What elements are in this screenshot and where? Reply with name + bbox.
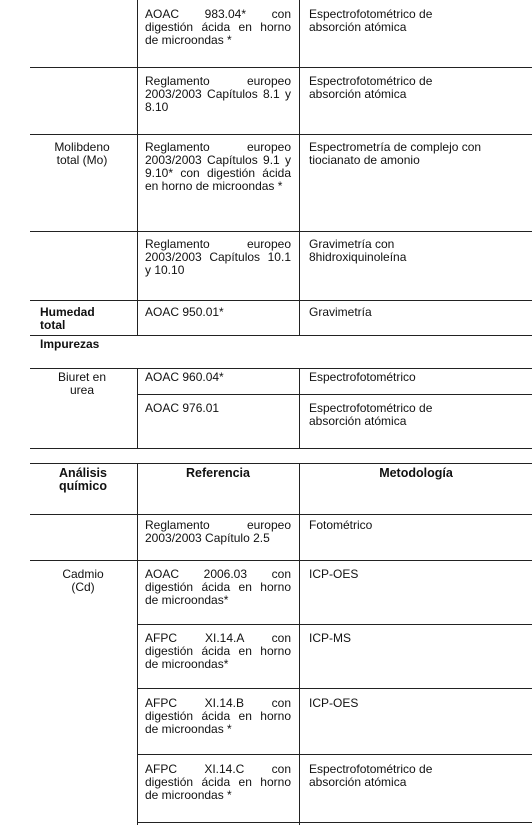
table-hline [30,335,532,336]
reference-cell: AFPC XI.14.A con digestión ácida en horno de microondas* [145,631,291,671]
method-cell: Gravimetría [309,305,372,319]
table-hline [137,754,532,755]
method-cell: Fotométrico [309,518,373,532]
table-hline [137,688,532,689]
analysis-cell: Cadmio (Cd) [62,567,104,594]
table-vline [137,368,138,448]
table-vline [299,0,300,335]
method-cell: ICP-OES [309,567,359,581]
table-hline [30,134,532,135]
reference-cell: Reglamento europeo 2003/2003 Capítulos 10.1 y 10.10 [145,237,291,277]
reference-cell: AOAC 2006.03 con digestión ácida en horno de microondas* [145,567,291,607]
method-cell: Espectrofotométrico de absorción atómica [309,401,433,428]
analysis-cell: Molibdeno total (Mo) [54,140,110,167]
table-vline [137,463,138,825]
reference-cell: AFPC XI.14.B con digestión ácida en horno de microondas * [145,696,291,736]
table-hline [30,514,532,515]
reference-cell: AOAC 950.01* [145,305,224,319]
method-cell: Espectrofotométrico de absorción atómica [309,7,433,34]
reference-cell: AOAC 976.01 [145,401,220,415]
table-hline [30,463,532,464]
method-cell: ICP-OES [309,696,359,710]
method-cell: Espectrofotométrico de absorción atómica [309,762,433,789]
method-cell: Espectrofotométrico de absorción atómica [309,74,433,101]
analysis-cell: Humedad total [40,305,95,332]
reference-cell: Reglamento europeo 2003/2003 Capítulos 9.1 y 9.10* con digestión ácida en horno de microondas * [145,140,291,193]
table-hline [30,231,532,232]
table-hline [30,560,532,561]
table-hline [137,822,532,823]
table-hline [30,368,532,369]
reference-cell: AOAC 983.04* con digestión ácida en horno de microondas * [145,7,291,47]
reference-cell: AFPC XI.14.C con digestión ácida en horno de microondas * [145,762,291,802]
table-vline [137,0,138,335]
header-analysis: Análisis químico [59,466,107,493]
reference-cell: Reglamento europeo 2003/2003 Capítulos 8.1 y 8.10 [145,74,291,114]
method-cell: ICP-MS [309,631,351,645]
table-vline [299,463,300,825]
method-cell: Espectrofotométrico [309,370,416,384]
reference-cell: AOAC 960.04* [145,370,224,384]
method-cell: Espectrometría de complejo con tiocianato de amonio [309,140,482,167]
reference-cell: Reglamento europeo 2003/2003 Capítulo 2.5 [145,518,291,545]
table-hline [137,394,532,395]
table-vline [299,368,300,448]
table-hline [30,448,532,449]
table-hline [30,67,532,68]
header-method: Metodología [379,466,453,480]
method-cell: Gravimetría con 8hidroxiquinoleína [309,237,407,264]
section-title: Impurezas [40,337,100,351]
table-hline [30,300,532,301]
header-reference: Referencia [186,466,250,480]
table-hline [137,624,532,625]
analysis-cell: Biuret en urea [57,370,107,397]
